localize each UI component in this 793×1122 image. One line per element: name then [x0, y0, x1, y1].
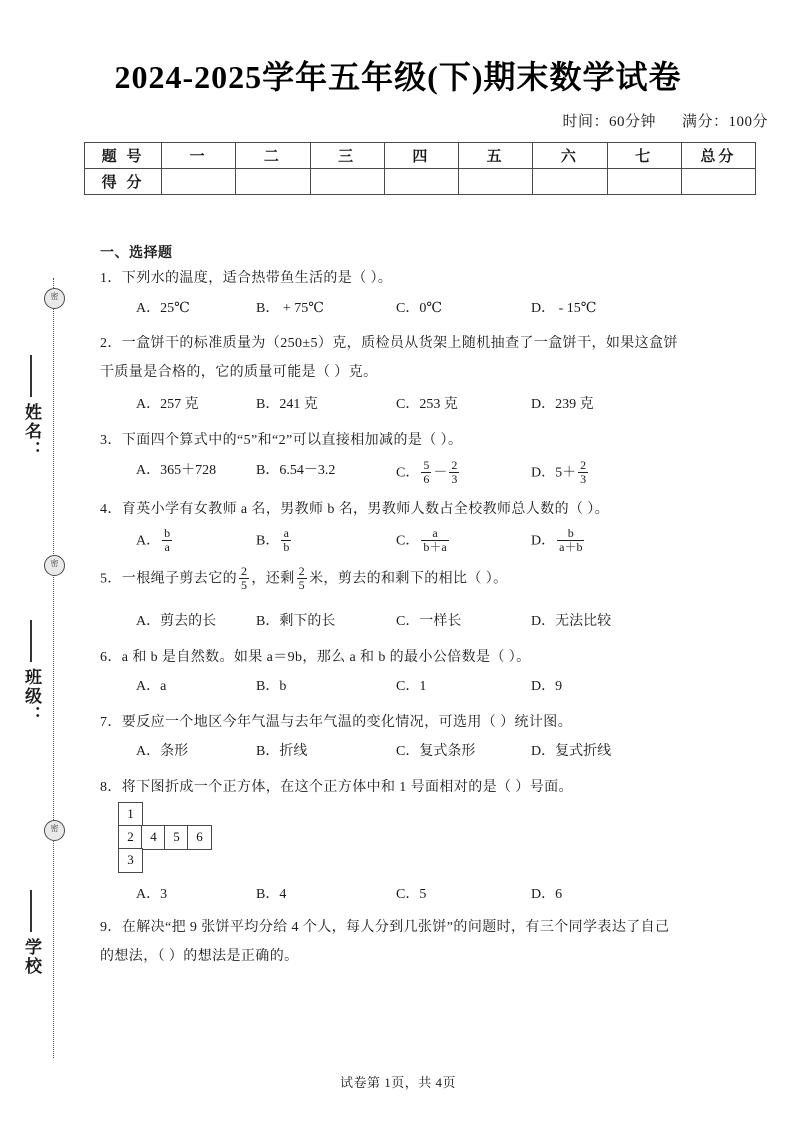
score-table-col-4: 四	[384, 143, 458, 169]
question-5-option-a[interactable]: A．剪去的长	[136, 614, 217, 629]
student-school-label: 学校	[22, 938, 41, 976]
question-2-option-c[interactable]: C．253 克	[396, 397, 458, 412]
cube-net-cell-top: 1	[118, 802, 143, 827]
score-cell-6[interactable]	[533, 169, 607, 195]
score-table-row-label-score: 得 分	[85, 169, 162, 195]
question-5-option-d[interactable]: D．无法比较	[531, 614, 612, 629]
fraction-2-3-d: $\frac{2}{3}$	[580, 458, 587, 486]
fraction-a-over-b-plus-a: $\frac{a}{b+a}$	[423, 526, 447, 554]
question-7-option-a[interactable]: A．条形	[136, 744, 189, 759]
question-7-stem: 7．要反应一个地区今年气温与去年气温的变化情况，可选用（ ）统计图。	[100, 715, 573, 730]
score-table-col-6: 六	[533, 143, 607, 169]
score-table-header-row	[85, 143, 756, 169]
question-7-option-d[interactable]: D．复式折线	[531, 744, 612, 759]
question-1-option-d[interactable]: D． - 15℃	[531, 301, 597, 316]
question-2-options	[78, 394, 738, 416]
question-5-stem-post: 米，剪去的和剩下的相比（ ）。	[309, 571, 508, 587]
score-cell-3[interactable]	[310, 169, 384, 195]
seal-mark-1: 密	[44, 288, 65, 309]
score-cell-total[interactable]	[681, 169, 755, 195]
page-footer: 试卷第 1页，共 4页	[339, 1075, 456, 1090]
question-3-stem: 3．下面四个算式中的“5”和“2”可以直接相加减的是（ ）。	[100, 433, 463, 448]
seal-mark-2: 密	[44, 555, 65, 576]
name-write-line	[30, 355, 32, 397]
score-cell-7[interactable]	[607, 169, 681, 195]
question-4-option-a[interactable]	[136, 528, 174, 554]
student-class-field[interactable]	[10, 620, 44, 725]
question-4-option-b-label: B．	[256, 533, 280, 549]
question-5-option-c[interactable]: C．一样长	[396, 614, 462, 629]
fraction-b-over-a: $\frac{b}{a}$	[164, 526, 171, 554]
question-4-option-a-label: A．	[136, 533, 161, 549]
question-2-option-a[interactable]: A．257 克	[136, 397, 199, 412]
student-school-field[interactable]	[10, 890, 44, 976]
fraction-2-5-first: $\frac{2}{5}$	[241, 564, 248, 592]
question-5-option-b[interactable]: B．剩下的长	[256, 614, 336, 629]
fraction-2-5-second: $\frac{2}{5}$	[298, 564, 306, 592]
cube-net-cell-row-1: 2	[118, 825, 143, 850]
page-title: 2024-2025学年五年级(下)期末数学试卷	[114, 59, 682, 95]
question-3-options	[78, 460, 738, 490]
score-table-col-5: 五	[459, 143, 533, 169]
question-1-option-c[interactable]: C．0℃	[396, 301, 442, 316]
student-name-field[interactable]	[10, 355, 44, 460]
cube-net-cell-row-3: 5	[164, 825, 189, 850]
question-8-option-a[interactable]: A．3	[136, 887, 168, 902]
question-6-option-c[interactable]: C．1	[396, 679, 427, 694]
question-3-option-c[interactable]	[396, 460, 461, 486]
question-4-option-b[interactable]	[256, 528, 293, 554]
seal-dotted-line	[53, 278, 54, 1058]
score-table-col-total: 总分	[681, 143, 755, 169]
seal-mark-3: 密	[44, 820, 65, 841]
fraction-b-over-a-plus-b: $\frac{b}{a+b}$	[559, 526, 583, 554]
question-2-option-d[interactable]: D．239 克	[531, 397, 594, 412]
question-5-options	[78, 611, 738, 633]
question-6-option-a[interactable]: A．a	[136, 679, 167, 694]
exam-paper	[78, 0, 793, 1122]
score-table-col-2: 二	[236, 143, 310, 169]
cube-net-cell-row-2: 4	[141, 825, 166, 850]
question-5-stem-pre: 5．一根绳子剪去它的	[100, 571, 237, 587]
score-table-col-1: 一	[162, 143, 236, 169]
question-3-option-b[interactable]: B．6.54－3.2	[256, 463, 336, 478]
fraction-a-over-b: $\frac{a}{b}$	[283, 526, 290, 554]
exam-meta	[562, 110, 768, 131]
question-4-options	[78, 528, 738, 558]
question-4-option-c[interactable]	[396, 528, 451, 554]
school-write-line	[30, 890, 32, 932]
cube-net-cell-bottom: 3	[118, 848, 143, 873]
score-table-col-3: 三	[310, 143, 384, 169]
question-3-option-d[interactable]	[531, 460, 590, 486]
question-8-options	[78, 884, 738, 906]
question-8-option-b[interactable]: B．4	[256, 887, 287, 902]
question-6-option-d[interactable]: D．9	[531, 679, 563, 694]
student-class-label: 班级：	[22, 668, 41, 725]
fraction-2-3: $\frac{2}{3}$	[451, 458, 458, 486]
question-8-option-d[interactable]: D．6	[531, 887, 563, 902]
question-1-stem: 1．下列水的温度，适合热带鱼生活的是（ ）。	[100, 271, 393, 286]
question-4-stem: 4．育英小学有女教师 a 名，男教师 b 名，男教师人数占全校教师总人数的（ ）。	[100, 502, 610, 517]
question-6-option-b[interactable]: B．b	[256, 679, 287, 694]
question-7-options	[78, 741, 738, 763]
question-7-option-b[interactable]: B．折线	[256, 744, 308, 759]
score-table	[84, 142, 756, 195]
question-4-option-d-label: D．	[531, 533, 556, 549]
score-cell-1[interactable]	[162, 169, 236, 195]
question-5-stem-mid: ，还剩	[251, 571, 295, 587]
question-6-stem: 6．a 和 b 是自然数。如果 a＝9b，那么 a 和 b 的最小公倍数是（ ）。	[100, 650, 531, 665]
question-6-options	[78, 676, 738, 698]
exam-time-label: 时间：60分钟	[562, 114, 656, 130]
score-table-col-7: 七	[607, 143, 681, 169]
section-heading-choice: 一、选择题	[100, 246, 173, 261]
fraction-5-6: $\frac{5}{6}$	[423, 458, 430, 486]
question-1-option-a[interactable]: A．25℃	[136, 301, 190, 316]
question-2-stem-line-1: 2．一盒饼干的标准质量为（250±5）克，质检员从货架上随机抽查了一盒饼干，如果这盒饼	[100, 336, 678, 351]
score-cell-2[interactable]	[236, 169, 310, 195]
exam-total-score-label: 满分：100分	[681, 114, 768, 130]
question-3-option-a[interactable]: A．365＋728	[136, 463, 217, 478]
question-7-option-c[interactable]: C．复式条形	[396, 744, 476, 759]
score-table-row-label-question: 题 号	[85, 143, 162, 169]
question-1-options	[78, 298, 738, 320]
left-margin-sealing-area	[0, 0, 78, 1122]
question-9-stem-line-2: 的想法，（ ）的想法是正确的。	[100, 949, 299, 964]
question-1-option-b[interactable]: B． + 75℃	[256, 301, 324, 316]
question-2-stem-line-2: 干质量是合格的，它的质量可能是（ ）克。	[100, 365, 378, 380]
question-2-option-b[interactable]: B．241 克	[256, 397, 318, 412]
student-name-label: 姓名：	[22, 403, 41, 460]
question-4-option-c-label: C．	[396, 533, 420, 549]
class-write-line	[30, 620, 32, 662]
cube-net-cell-row-4: 6	[187, 825, 212, 850]
question-5-stem	[100, 566, 508, 592]
question-8-stem: 8．将下图折成一个正方体，在这个正方体中和 1 号面相对的是（ ）号面。	[100, 780, 573, 795]
question-3-option-d-label: D．5＋	[531, 465, 577, 481]
question-4-option-d[interactable]	[531, 528, 586, 554]
question-9-stem-line-1: 9．在解决“把 9 张饼平均分给 4 个人，每人分到几张饼”的问题时，有三个同学表达了自己	[100, 920, 670, 935]
question-8-option-c[interactable]: C．5	[396, 887, 427, 902]
score-cell-5[interactable]	[459, 169, 533, 195]
score-cell-4[interactable]	[384, 169, 458, 195]
fraction-operator-minus: －	[433, 465, 448, 481]
question-3-option-c-label: C．	[396, 465, 420, 481]
score-table-score-row	[85, 169, 756, 195]
